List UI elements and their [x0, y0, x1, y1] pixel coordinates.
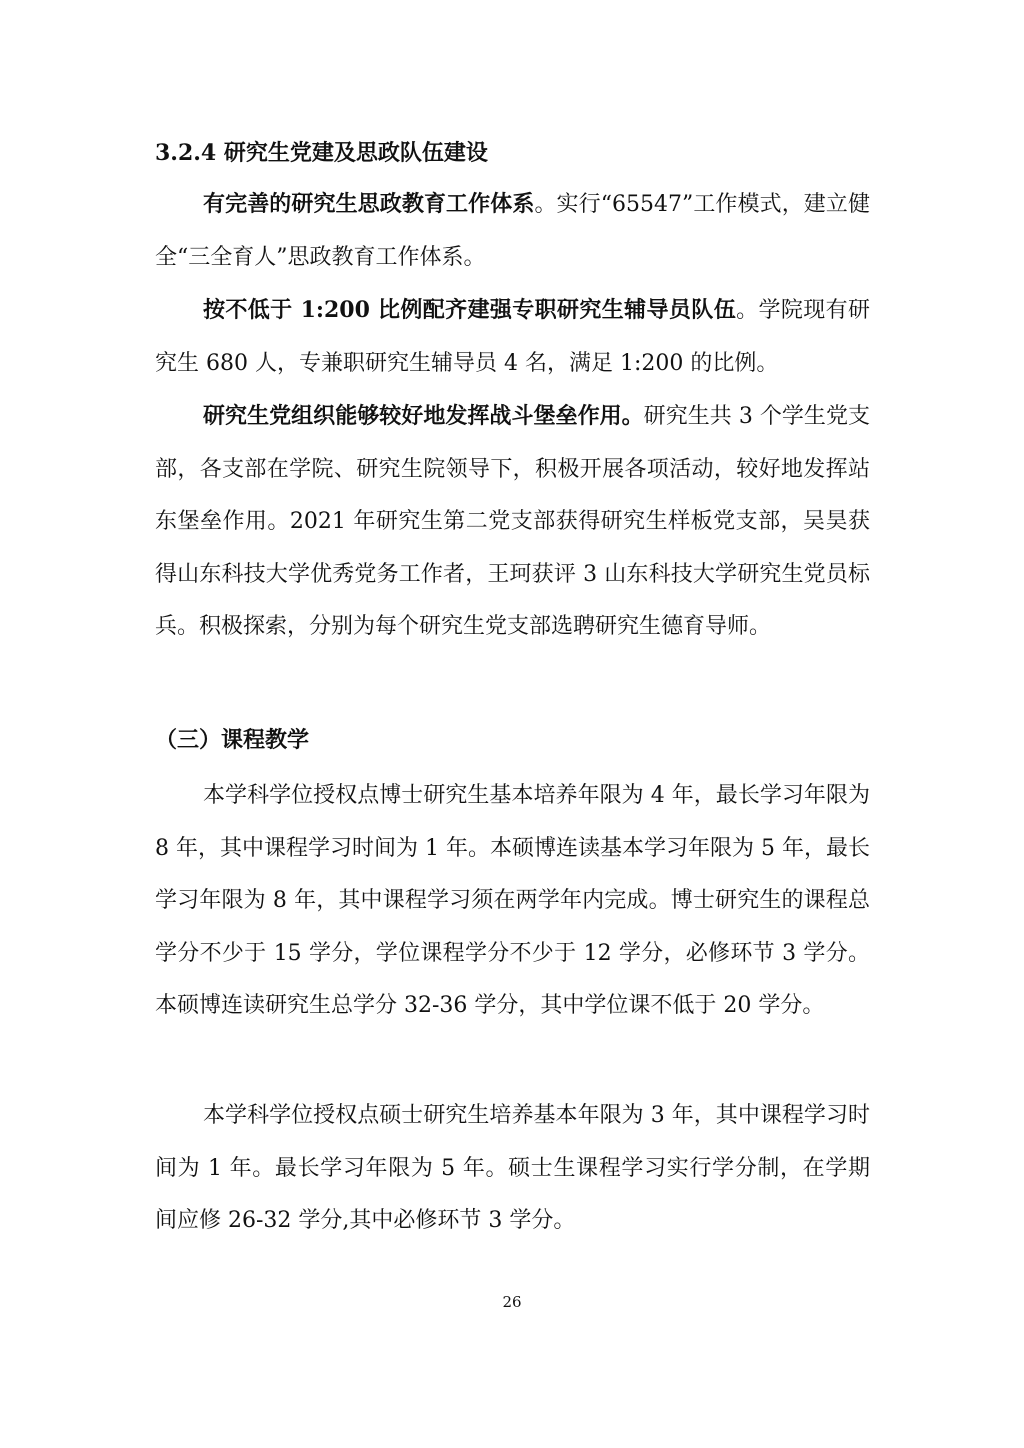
paragraph-doctoral-courses: 本学科学位授权点博士研究生基本培养年限为 4 年，最长学习年限为 8 年，其中课程学习时间为 1 年。本硕博连读基本学习年限为 5 年，最长学习年限为 8 年，其中课程学习须在两学年内完成。博士研究生的课程总学分不少于 15 学分，学位课程学分不少于 12 学分，必修环节 3 学分。本硕博连读研究生总学分 32-36 学分，其中学位课不低于 20 学分。 — [155, 783, 870, 1018]
paragraph-ideological-system — [155, 178, 870, 284]
paragraph-party-organization — [155, 390, 870, 654]
paragraph-lead: 按不低于 1:200 比例配齐建强专职研究生辅导员队伍 — [203, 297, 737, 323]
paragraph-lead: 研究生党组织能够较好地发挥战斗堡垒作用。 — [203, 403, 644, 429]
subsection-heading: （三）课程教学 — [155, 727, 310, 753]
paragraph-text: 研究生共 3 个学生党支部，各支部在学院、研究生院领导下，积极开展各项活动，较好地发挥站东堡垒作用。2021 年研究生第二党支部获得研究生样板党支部，吴昊获得山东科技大学优秀党务工作者，王珂获评 3 山东科技大学研究生党员标兵。积极探索，分别为每个研究生党支部选聘研究生德育导师。 — [155, 404, 870, 639]
paragraph-text: 。实行“65547”工作模式，建立健全“三全育人”思政教育工作体系。 — [155, 192, 870, 270]
paragraph-master-courses: 本学科学位授权点硕士研究生培养基本年限为 3 年，其中课程学习时间为 1 年。最长学习年限为 5 年。硕士生课程学习实行学分制，在学期间应修 26-32 学分,其中必修环节 3 学分。 — [155, 1103, 870, 1233]
paragraph-counselor-team — [155, 284, 870, 390]
page-number: 26 — [502, 1293, 522, 1311]
paragraph-text: 。学院现有研究生 680 人，专兼职研究生辅导员 4 名，满足 1:200 的比例。 — [155, 298, 870, 376]
paragraph-lead: 有完善的研究生思政教育工作体系 — [203, 191, 535, 217]
section-heading: 3.2.4 研究生党建及思政队伍建设 — [155, 140, 488, 166]
